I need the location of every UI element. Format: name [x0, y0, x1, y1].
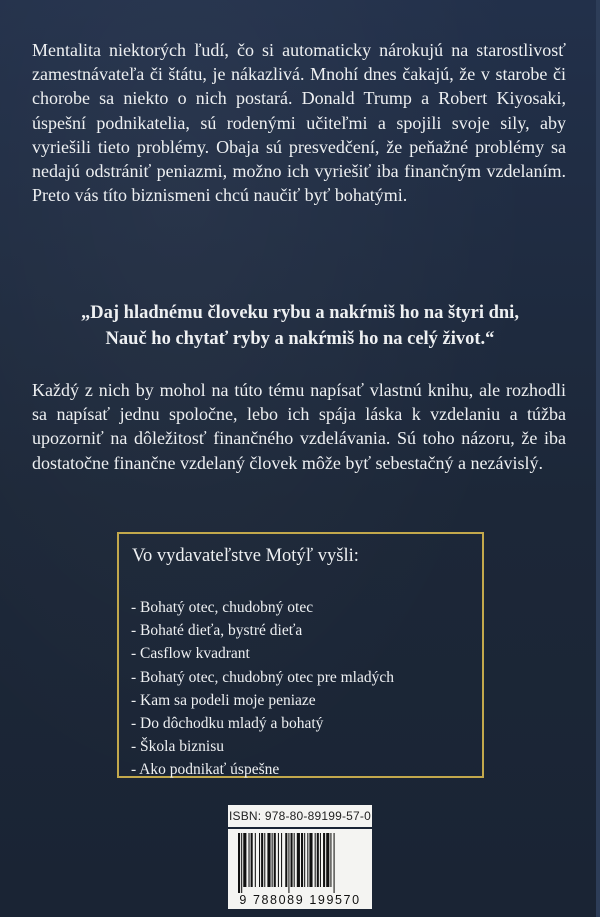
- pull-quote-line-1: „Daj hladnému človeku rybu a nakŕmiš ho na štyri dni,: [81, 303, 519, 323]
- barcode-bars-icon: [228, 829, 372, 893]
- isbn-label: ISBN: 978-80-89199-57-0: [228, 805, 372, 827]
- list-item: - Ako podnikať úspešne: [131, 761, 280, 779]
- list-item: - Casflow kvadrant: [131, 645, 250, 663]
- list-item: - Bohatý otec, chudobný otec: [131, 599, 314, 616]
- list-item: - Kam sa podeli moje peniaze: [131, 691, 316, 709]
- list-item: - Bohatý otec, chudobný otec pre mladých: [131, 668, 394, 686]
- list-item: - Do dôchodku mladý a bohatý: [131, 715, 324, 733]
- cover-edge: [596, 0, 600, 917]
- pull-quote: [20, 300, 580, 352]
- publisher-list-title: Vo vydavateľstve Motýľ vyšli:: [132, 546, 359, 566]
- barcode-number: 9 788089 199570: [239, 893, 361, 907]
- list-item: - Škola biznisu: [131, 738, 224, 756]
- blurb-paragraph-1: Mentalita niektorých ľudí, čo si automaticky nárokujú na starostlivosť zamestnávateľa či štátu, je nákazlivá. Mnohí dnes čakajú, že v starobe či chorobe sa niekto o nich postará. Donald Trump a Robert Kiyosaki, úspešní podnikatelia, sú rodenými učiteľmi a spojili svoje sily, aby vyriešili tieto problémy. Obaja sú presvedčení, že peňažné problémy sa nedajú odstrániť peniazmi, možno ich vyriešiť iba finančným vzdelaním. Preto vás títo biznismeni chcú naučiť byť bohatými.: [32, 40, 566, 206]
- list-item: - Bohaté dieťa, bystré dieťa: [131, 622, 303, 640]
- publisher-list-box: [117, 532, 484, 778]
- blurb-paragraph-2: Každý z nich by mohol na túto tému napísať vlastnú knihu, ale rozhodli sa napísať jednu spoločne, lebo ich spája láska k vzdelaniu a túžba upozorniť na dôležitosť finančného vzdelávania. Sú toho názoru, že iba dostatočne finančne vzdelaný človek môže byť sebestačný a nezávislý.: [32, 380, 566, 473]
- publisher-list: [131, 596, 394, 782]
- barcode: [228, 829, 372, 909]
- pull-quote-line-2: Nauč ho chytať ryby a nakŕmiš ho na celý život.“: [105, 329, 495, 349]
